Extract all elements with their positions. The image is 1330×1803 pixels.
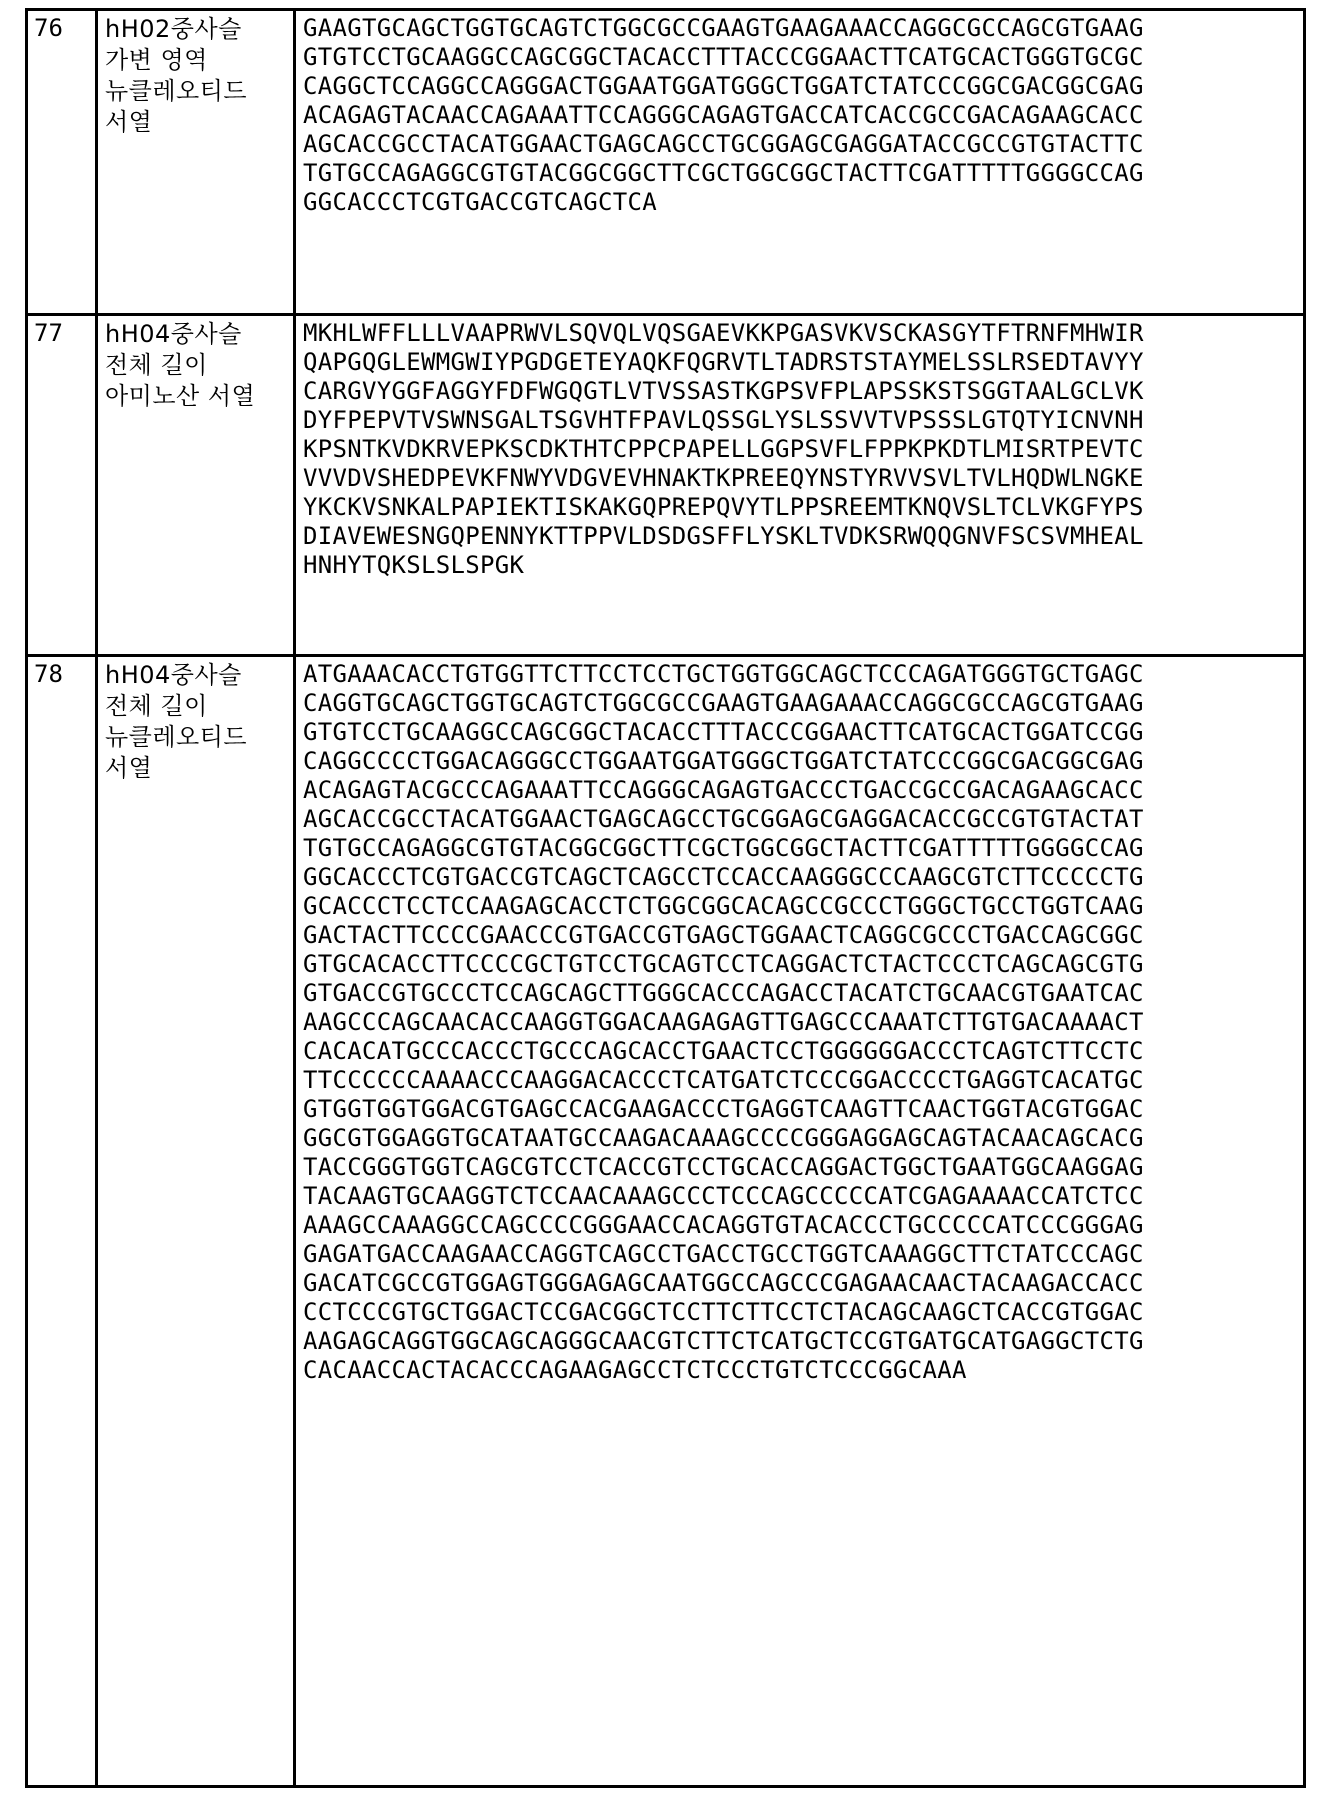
sequence-id: 76	[28, 11, 98, 313]
sequence-description: hH04중사슬 전체 길이 뉴클레오티드 서열	[98, 657, 296, 1785]
sequence-text: ATGAAACACCTGTGGTTCTTCCTCCTGCTGGTGGCAGCTCCCAGATGGGTGCTGAGC CAGGTGCAGCTGGTGCAGTCTGGCGCCGAAGTGAAGAAACCAGGCGCCAGCGTGAAG GTGTCCTGCAAGGCCAGCGGCTACACCTTTACCCGGAACTTCATGCACTGGATCCGG CAGGCCCCTGGACAGGGCCTGGAATGGATGGGCTGGATCTATCCCGGCGACGGCGAG ACAGAGTACGCCCAGAAATTCCAGGGCAGAGTGACCCTGACCGCCGACAGAAGCACC AGCACCGCCTACATGGAACTGAGCAGCCTGCGGAGCGAGGACACCGCCGTGTACTAT TGTGCCAGAGGCGTGTACGGCGGCTTCGCTGGCGGCTACTTCGATTTTTGGGGCCAG GGCACCCTCGTGACCGTCAGCTCAGCCTCCACCAAGGGCCCAAGCGTCTTCCCCCTG GCACCCTCCTCCAAGAGCACCTCTGGCGGCACAGCCGCCCTGGGCTGCCTGGTCAAG GACTACTTCCCCGAACCCGTGACCGTGAGCTGGAACTCAGGCGCCCTGACCAGCGGC GTGCACACCTTCCCCGCTGTCCTGCAGTCCTCAGGACTCTACTCCCTCAGCAGCGTG GTGACCGTGCCCTCCAGCAGCTTGGGCACCCAGACCTACATCTGCAACGTGAATCAC AAGCCCAGCAACACCAAGGTGGACAAGAGAGTTGAGCCCAAATCTTGTGACAAAACT CACACATGCCCACCCTGCCCAGCACCTGAACTCCTGGGGGGACCCTCAGTCTTCCTC TTCCCCCCAAAACCCAAGGACACCCTCATGATCTCCCGGACCCCTGAGGTCACATGC GTGGTGGTGGACGTGAGCCACGAAGACCCTGAGGTCAAGTTCAACTGGTACGTGGAC GGCGTGGAGGTGCATAATGCCAAGACAAAGCCCCGGGAGGAGCAGTACAACAGCACG TACCGGGTGGTCAGCGTCCTCACCGTCCTGCACCAGGACTGGCTGAATGGCAAGGAG TACAAGTGCAAGGTCTCCAACAAAGCCCTCCCAGCCCCCATCGAGAAAACCATCTCC AAAGCCAAAGGCCAGCCCCGGGAACCACAGGTGTACACCCTGCCCCCATCCCGGGAG GAGATGACCAAGAACCAGGTCAGCCTGACCTGCCTGGTCAAAGGCTTCTATCCCAGC GACATCGCCGTGGAGTGGGAGAGCAATGGCCAGCCCGAGAACAACTACAAGACCACC CCTCCCGTGCTGGACTCCGACGGCTCCTTCTTCCTCTACAGCAAGCTCACCGTGGAC AAGAGCAGGTGGCAGCAGGGCAACGTCTTCTCATGCTCCGTGATGCATGAGGCTCTG CACAACCACTACACCCAGAAGAGCCTCTCCCTGTCTCCCGGCAAA	[303, 660, 1144, 1384]
sequence-id: 78	[28, 657, 98, 1785]
table-row	[28, 316, 1303, 657]
table-row	[28, 657, 1303, 1785]
table-row	[28, 11, 1303, 316]
sequence-table	[25, 8, 1306, 1788]
sequence-description: hH02중사슬 가변 영역 뉴클레오티드 서열	[98, 11, 296, 313]
sequence-description: hH04중사슬 전체 길이 아미노산 서열	[98, 316, 296, 654]
sequence-text: GAAGTGCAGCTGGTGCAGTCTGGCGCCGAAGTGAAGAAACCAGGCGCCAGCGTGAAG GTGTCCTGCAAGGCCAGCGGCTACACCTTTACCCGGAACTTCATGCACTGGGTGCGC CAGGCTCCAGGCCAGGGACTGGAATGGATGGGCTGGATCTATCCCGGCGACGGCGAG ACAGAGTACAACCAGAAATTCCAGGGCAGAGTGACCATCACCGCCGACAGAAGCACC AGCACCGCCTACATGGAACTGAGCAGCCTGCGGAGCGAGGATACCGCCGTGTACTTC TGTGCCAGAGGCGTGTACGGCGGCTTCGCTGGCGGCTACTTCGATTTTTGGGGCCAG GGCACCCTCGTGACCGTCAGCTCA	[303, 14, 1144, 216]
sequence-text: MKHLWFFLLLVAAPRWVLSQVQLVQSGAEVKKPGASVKVSCKASGYTFTRNFMHWIR QAPGQGLEWMGWIYPGDGETEYAQKFQGRVTLTADRSTSTAYMELSSLRSEDTAVYY CARGVYGGFAGGYFDFWGQGTLVTVSSASTKGPSVFPLAPSSKSTSGGTAALGCLVK DYFPEPVTVSWNSGALTSGVHTFPAVLQSSGLYSLSSVVTVPSSSLGTQTYICNVNH KPSNTKVDKRVEPKSCDKTHTCPPCPAPELLGGPSVFLFPPKPKDTLMISRTPEVTC VVVDVSHEDPEVKFNWYVDGVEVHNAKTKPREEQYNSTYRVVSVLTVLHQDWLNGKE YKCKVSNKALPAPIEKTISKAKGQPREPQVYTLPPSREEMTKNQVSLTCLVKGFYPS DIAVEWESNGQPENNYKTTPPVLDSDGSFFLYSKLTVDKSRWQQGNVFSCSVMHEAL HNHYTQKSLSLSPGK	[303, 319, 1144, 579]
sequence-id: 77	[28, 316, 98, 654]
